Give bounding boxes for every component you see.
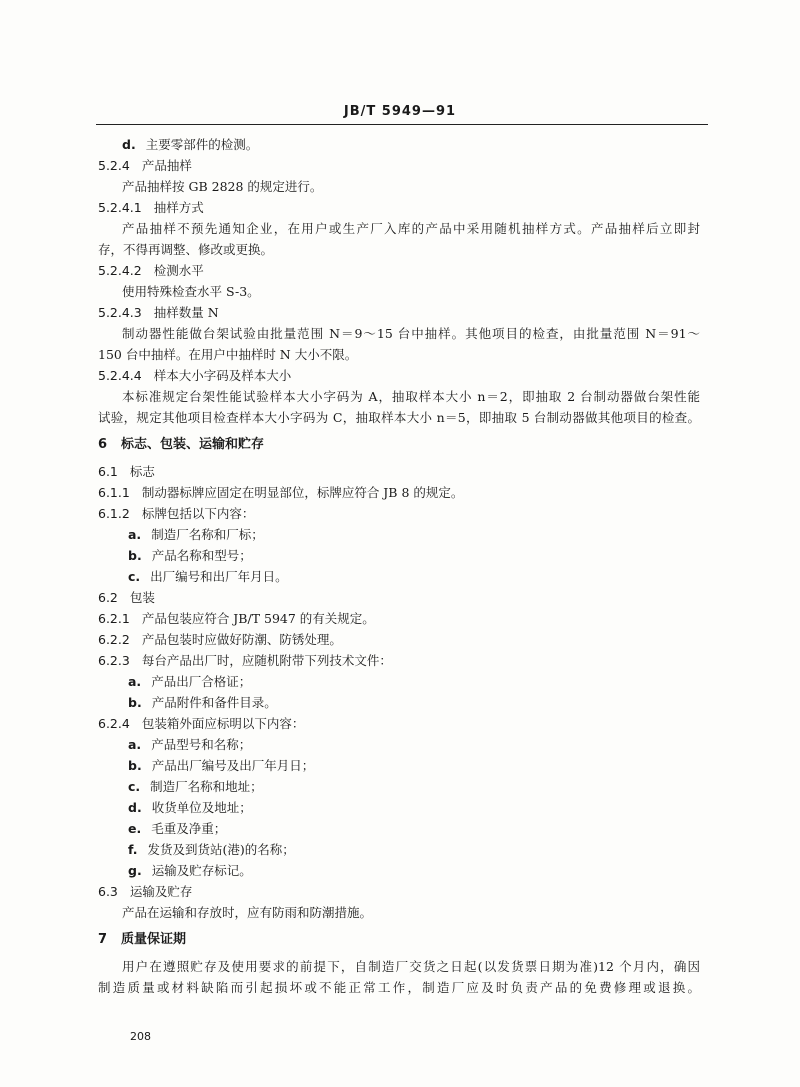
section-5-2-4-1-body-2: 存，不得再调整、修改或更换。 — [98, 242, 274, 257]
section-6-3: 6.3 运输及贮存 — [98, 884, 193, 899]
item-6-1-2-a: a. 制造厂名称和厂标； — [128, 527, 264, 542]
section-6-1-2: 6.1.2 标牌包括以下内容： — [98, 506, 255, 521]
item-6-2-4-a: a. 产品型号和名称； — [128, 737, 252, 752]
item-6-2-4-b: b. 产品出厂编号及出厂年月日； — [128, 758, 315, 773]
section-6-1: 6.1 标志 — [98, 464, 155, 479]
item-6-1-2-c: c. 出厂编号和出厂年月日。 — [128, 569, 288, 584]
header-rule — [96, 124, 708, 125]
section-6-2-4: 6.2.4 包装箱外面应标明以下内容： — [98, 716, 305, 731]
item-6-2-4-f: f. 发货及到货站(港)的名称； — [128, 842, 295, 857]
section-6-heading: 6 标志、包装、运输和贮存 — [98, 437, 265, 452]
section-6-2-1: 6.2.1 产品包装应符合 JB/T 5947 的有关规定。 — [98, 611, 375, 626]
section-6-3-body: 产品在运输和存放时，应有防雨和防潮措施。 — [122, 905, 373, 920]
section-5-2-4-4-body-1: 本标准规定台架性能试验样本大小字码为 A，抽取样本大小 n＝2，即抽取 2 台制动器做台架性能 — [122, 389, 700, 404]
item-6-2-4-g: g. 运输及贮存标记。 — [128, 863, 252, 878]
standard-header: JB/T 5949—91 — [343, 104, 457, 119]
section-5-2-4-4-body-2: 试验，规定其他项目检查样本大小字码为 C，抽取样本大小 n＝5，即抽取 5 台制动器做其他项目的检查。 — [98, 410, 700, 425]
item-6-2-3-b: b. 产品附件和备件目录。 — [128, 695, 277, 710]
item-6-1-2-b: b. 产品名称和型号； — [128, 548, 252, 563]
section-5-2-4-1: 5.2.4.1 抽样方式 — [98, 200, 204, 215]
section-6-1-1: 6.1.1 制动器标牌应固定在明显部位，标牌应符合 JB 8 的规定。 — [98, 485, 464, 500]
section-7-heading: 7 质量保证期 — [98, 932, 187, 947]
section-5-2-4-2-body: 使用特殊检查水平 S-3。 — [122, 284, 260, 299]
page-number: 208 — [130, 1030, 151, 1043]
section-5-2-4: 5.2.4 产品抽样 — [98, 158, 192, 173]
section-6-2-3: 6.2.3 每台产品出厂时，应随机附带下列技术文件： — [98, 653, 392, 668]
section-5-2-4-3-body-1: 制动器性能做台架试验由批量范围 N＝9～15 台中抽样。其他项目的检查，由批量范围 N＝91～ — [122, 326, 700, 341]
item-6-2-3-a: a. 产品出厂合格证； — [128, 674, 252, 689]
section-5-2-4-body: 产品抽样按 GB 2828 的规定进行。 — [122, 179, 323, 194]
section-6-2-2: 6.2.2 产品包装时应做好防潮、防锈处理。 — [98, 632, 342, 647]
section-5-2-4-3-body-2: 150 台中抽样。在用户中抽样时 N 大小不限。 — [98, 347, 358, 362]
item-6-2-4-e: e. 毛重及净重； — [128, 821, 227, 836]
section-5-2-4-2: 5.2.4.2 检测水平 — [98, 263, 204, 278]
item-6-2-4-d: d. 收货单位及地址； — [128, 800, 252, 815]
section-6-2: 6.2 包装 — [98, 590, 155, 605]
section-7-body-1: 用户在遵照贮存及使用要求的前提下，自制造厂交货之日起(以发货票日期为准)12 个月内，确因 — [122, 959, 700, 974]
section-7-body-2: 制造质量或材料缺陷而引起损坏或不能正常工作，制造厂应及时负责产品的免费修理或退换。 — [98, 980, 700, 995]
section-5-2-4-3: 5.2.4.3 抽样数量 N — [98, 305, 219, 320]
item-d: d. 主要零部件的检测。 — [122, 137, 259, 152]
section-5-2-4-1-body-1: 产品抽样不预先通知企业，在用户或生产厂入库的产品中采用随机抽样方式。产品抽样后立即封 — [122, 221, 700, 236]
item-6-2-4-c: c. 制造厂名称和地址； — [128, 779, 263, 794]
section-5-2-4-4: 5.2.4.4 样本大小字码及样本大小 — [98, 368, 292, 383]
